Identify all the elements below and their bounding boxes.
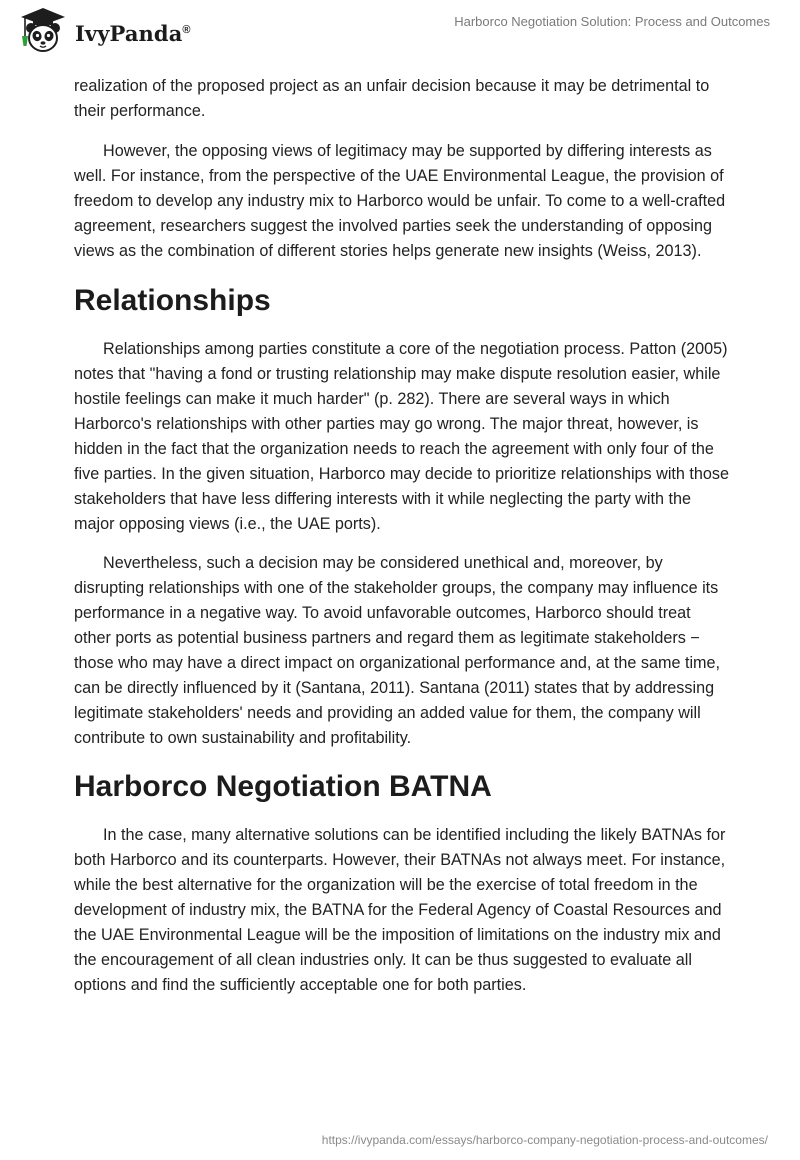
paragraph-legitimacy: However, the opposing views of legitimacy may be supported by differing interests as well. For instance, from the perspective of the UAE Environmental League, the provision of freedom to develop any industry mix to Harborco would be unfair. To come to a well-crafted agreement, researchers suggest the involved parties seek the understanding of opposing views as the combination of different stories helps generate new insights (Weiss, 2013). [74, 142, 726, 260]
page-header [0, 0, 800, 72]
paragraph-batna: In the case, many alternative solutions can be identified including the likely BATNAs for both Harborco and its counterparts. However, their BATNAs not always meet. For instance, while the best alternative for the organization will be the exercise of total freedom in the development of industry mix, the BATNA for the Federal Agency of Coastal Resources and the UAE Environmental League will be the imposition of limitations on the industry mix and the encouragement of all clean industries only. It can be thus suggested to evaluate all options and find the sufficiently acceptable one for both parties. [74, 826, 726, 994]
registered-mark: ® [182, 23, 191, 36]
ivypanda-logo[interactable] [14, 6, 191, 56]
paragraph-relationships-2: Nevertheless, such a decision may be considered unethical and, moreover, by disrupting relationships with one of the stakeholder groups, the company may influence its performance in a negative way. To avoid unfavorable outcomes, Harborco should treat other ports as potential business partners and regard them as legitimate stakeholders − those who may have a direct impact on organizational performance and, at the same time, can be directly influenced by it (Santana, 2011). Santana (2011) states that by addressing legitimate stakeholders' needs and providing an added value for them, the company will contribute to own sustainability and profitability. [74, 554, 721, 747]
panda-graduate-icon [14, 6, 72, 56]
heading-batna: Harborco Negotiation BATNA [74, 770, 492, 803]
essay-content [74, 72, 730, 998]
logo-text: IvyPanda® [75, 20, 191, 46]
page-header-title: Harborco Negotiation Solution: Process and Outcomes [454, 14, 770, 29]
paragraph-relationships-1: Relationships among parties constitute a core of the negotiation process. Patton (2005) notes that "having a fond or trusting relationship may make dispute resolution easier, while hostile feelings can make it much harder" (p. 282). There are several ways in which Harborco's relationships with other parties may go wrong. The major threat, however, is hidden in the fact that the organization needs to reach the agreement with only four of the five parties. In the given situation, Harborco may decide to prioritize relationships with those stakeholders that have less differing interests with it while neglecting the party with the major opposing views (i.e., the UAE ports). [74, 340, 730, 533]
paragraph-continuation: realization of the proposed project as an unfair decision because it may be detrimental to their performance. [74, 77, 710, 120]
source-url[interactable]: https://ivypanda.com/essays/harborco-company-negotiation-process-and-outcomes/ [321, 1133, 768, 1147]
heading-relationships: Relationships [74, 284, 271, 317]
